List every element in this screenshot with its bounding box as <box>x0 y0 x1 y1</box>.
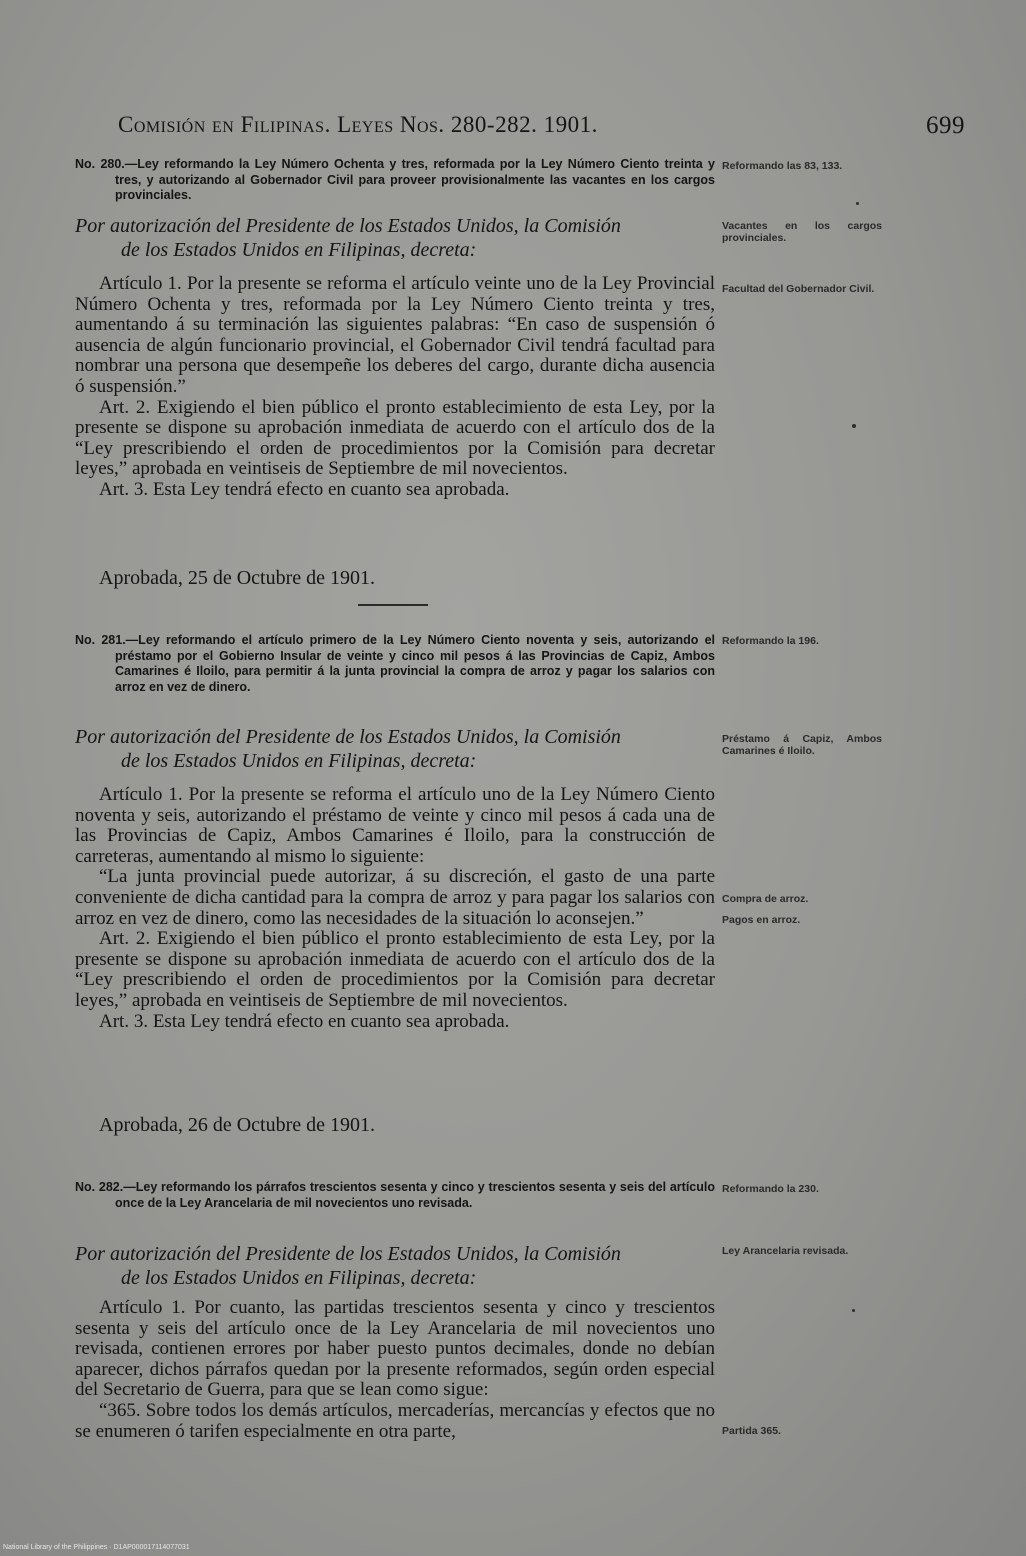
article-paragraph: Artículo 1. Por la presente se reforma el artículo veinte uno de la Ley Provincial Número Ochenta y tres, reformada por la Ley Número Ciento treinta y tres, aumentando á su terminación las siguientes palabras: “En caso de suspensión ó ausencia de algún funcionario provincial, el Gobernador Civil tendrá facultad para nombrar una persona que desempeñe los deberes del cargo, durante dicha ausencia ó suspensión.” <box>75 273 715 397</box>
ink-speck <box>852 1309 855 1312</box>
article-paragraph: Art. 2. Exigiendo el bien público el pronto establecimiento de esta Ley, por la presente se dispone su aprobación inmediata de acuerdo con el artículo dos de la “Ley prescribiendo el orden de procedimientos por la Comisión para decretar leyes,” aprobada en veintiseis de Septiembre de mil novecientos. <box>75 928 715 1011</box>
article-paragraph: Art. 3. Esta Ley tendrá efecto en cuanto sea aprobada. <box>99 1010 510 1032</box>
law-282-title: No. 282.—Ley reformando los párrafos trescientos sesenta y cinco y trescientos sesenta y seis del artículo once de la Ley Arancelaria de mil novecientos uno revisada. <box>75 1180 715 1210</box>
scan-footer: National Library of the Philippines · D1AP000017114077031 <box>3 1544 190 1551</box>
side-note: Ley Arancelaria revisada. <box>722 1245 849 1257</box>
side-note: Partida 365. <box>722 1425 781 1437</box>
law-281-decree <box>75 725 715 773</box>
side-note: Pagos en arroz. <box>722 914 801 926</box>
article-paragraph: Art. 3. Esta Ley tendrá efecto en cuanto sea aprobada. <box>99 478 510 500</box>
page-number: 699 <box>926 112 965 139</box>
decree-line: de los Estados Unidos en Filipinas, decreta: <box>121 750 477 772</box>
law-281-approved: Aprobada, 26 de Octubre de 1901. <box>99 1114 376 1136</box>
decree-line: de los Estados Unidos en Filipinas, decreta: <box>121 239 477 261</box>
side-note: Reformando las 83, 133. <box>722 160 843 172</box>
running-title: Comisión en Filipinas. Leyes Nos. 280-282. 1901. <box>118 112 598 137</box>
ink-speck <box>852 424 856 428</box>
article-paragraph: Artículo 1. Por la presente se reforma el artículo uno de la Ley Número Ciento noventa y seis, autorizando el préstamo de veinte y cinco mil pesos á cada una de las Provincias de Capiz, Ambos Camarines é Iloilo, para la construcción de carreteras, aumentando al mismo lo siguiente: <box>75 784 715 867</box>
section-divider <box>358 604 428 606</box>
article-paragraph: “365. Sobre todos los demás artículos, mercaderías, mercancías y efectos que no se enumeren ó tarifen especialmente en otra parte, <box>75 1399 715 1442</box>
ink-speck <box>856 202 859 205</box>
decree-line: Por autorización del Presidente de los Estados Unidos, la Comisión <box>75 1243 621 1265</box>
side-note: Préstamo á Capiz, Ambos Camarines é Iloilo. <box>722 733 882 757</box>
law-281-title: No. 281.—Ley reformando el artículo primero de la Ley Número Ciento noventa y seis, autorizando el préstamo por el Gobierno Insular de veinte y cinco mil pesos á las Provincias de Capiz, Ambos Camarines é Iloilo, para permitir á la junta provincial la compra de arroz y pagar los salarios con arroz en vez de dinero. <box>75 633 715 694</box>
decree-line: Por autorización del Presidente de los Estados Unidos, la Comisión <box>75 215 621 237</box>
decree-line: de los Estados Unidos en Filipinas, decreta: <box>121 1267 477 1289</box>
law-282-decree <box>75 1242 715 1290</box>
article-paragraph: Art. 2. Exigiendo el bien público el pronto establecimiento de esta Ley, por la presente se dispone su aprobación inmediata de acuerdo con el artículo dos de la “Ley prescribiendo el orden de procedimientos por la Comisión para decretar leyes,” aprobada en veintiseis de Septiembre de mil novecientos. <box>75 396 715 480</box>
law-280-approved: Aprobada, 25 de Octubre de 1901. <box>99 567 376 589</box>
article-paragraph: “La junta provincial puede autorizar, á su discreción, el gasto de una parte conveniente de dicha cantidad para la compra de arroz y para pagar los salarios con arroz en vez de dinero, como las necesidades de la situación lo aconsejen.” <box>75 866 715 929</box>
article-paragraph: Artículo 1. Por cuanto, las partidas trescientos sesenta y cinco y trescientos sesenta y seis del artículo once de la Ley Arancelaria de mil novecientos uno revisada, contienen errores por haber puesto puntos decimales, donde no debían aparecer, dichos párrafos quedan por la presente reformados, según orden especial del Secretario de Guerra, para que se lean como sigue: <box>75 1297 715 1401</box>
side-note: Facultad del Gobernador Civil. <box>722 283 875 295</box>
decree-line: Por autorización del Presidente de los Estados Unidos, la Comisión <box>75 726 621 748</box>
law-280-title: No. 280.—Ley reformando la Ley Número Ochenta y tres, reformada por la Ley Número Ciento treinta y tres, y autorizando al Gobernador Civil para proveer provisionalmente las vacantes en los cargos provinciales. <box>75 157 715 203</box>
side-note: Reformando la 230. <box>722 1183 819 1195</box>
law-280-decree <box>75 214 715 262</box>
law-282-body <box>75 1298 715 1442</box>
side-note: Vacantes en los cargos provinciales. <box>722 220 882 244</box>
side-note: Compra de arroz. <box>722 893 809 905</box>
side-note: Reformando la 196. <box>722 635 819 647</box>
law-280-body <box>75 274 715 501</box>
law-281-body <box>75 785 715 1032</box>
